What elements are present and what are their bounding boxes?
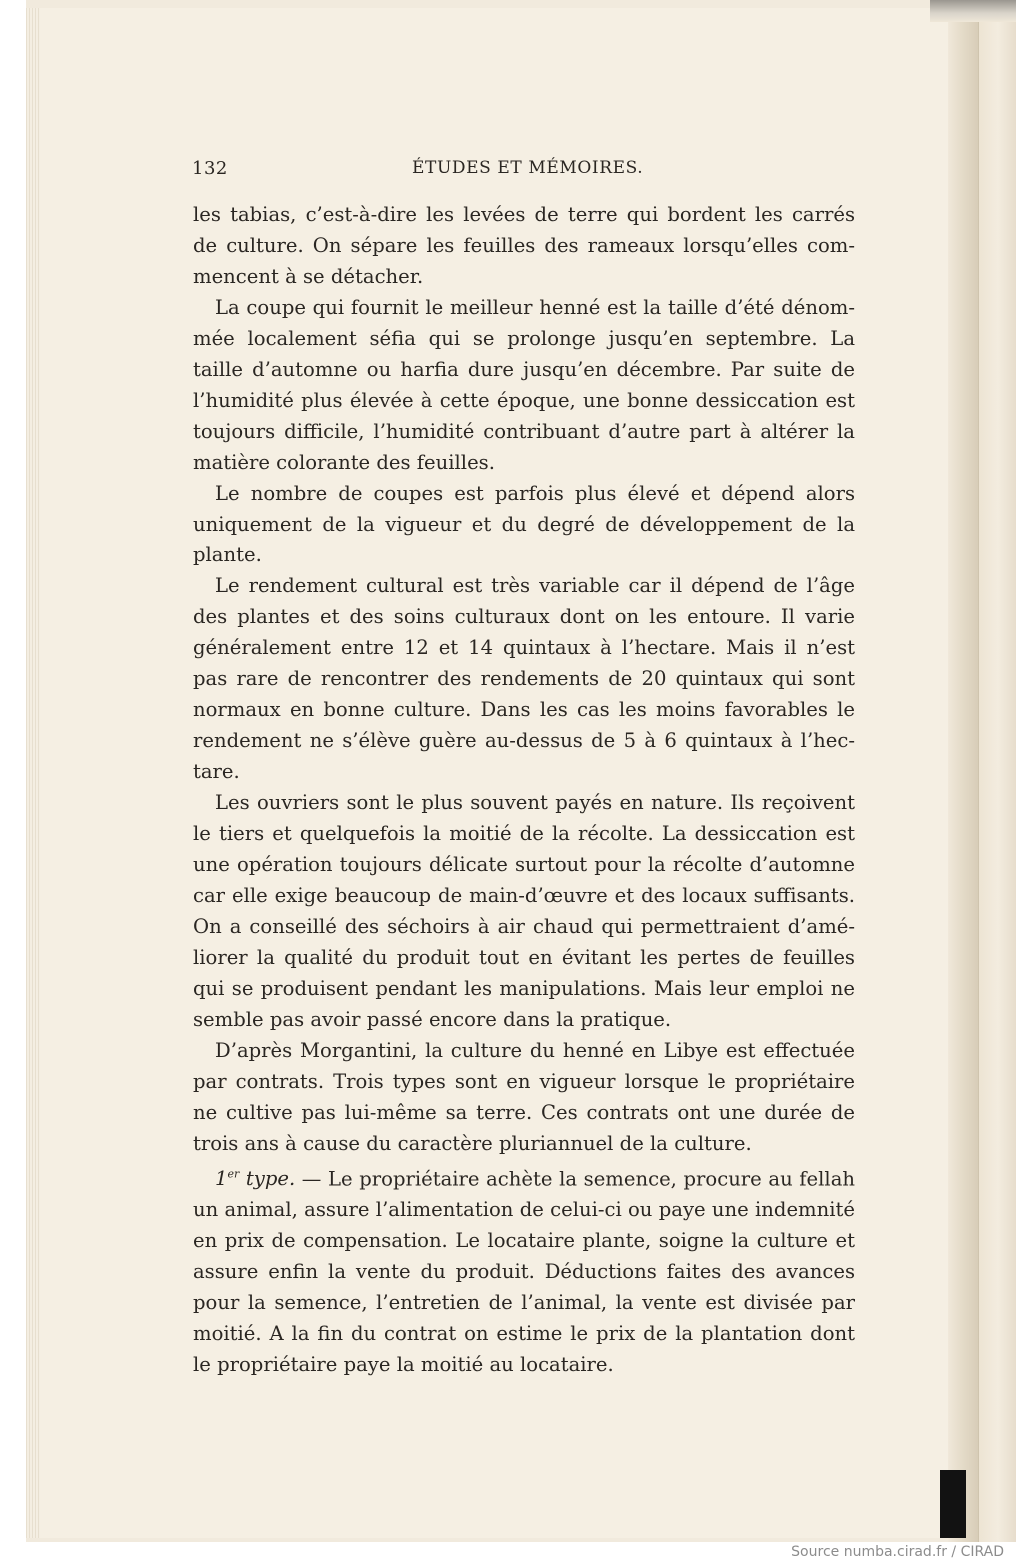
type-word: type. <box>245 1167 296 1191</box>
gutter-shadow <box>948 8 978 1542</box>
type-text: — Le propriétaire achète la semence, procure au fellah un animal, assure l’alimentation de celui-ci ou paye une indemnité en prix de compensation. Le locataire plante, soigne la culture et assure enfin la vente du produit. Déductions faites des avances pour la semence, l’entretien de l’animal, la vente est divisée par moitié. A la fin du contrat on estime le prix de la plantation dont le propriétaire paye la moitié au locataire. <box>193 1167 855 1376</box>
paragraph: D’après Morgantini, la culture du henné en Libye est effectuée par contrats. Trois types sont en vigueur lorsque le propriétaire ne cultive pas lui-même sa terre. Ces contrats ont une durée de trois ans à cause du caractère pluriannuel de la culture. <box>193 1038 855 1155</box>
source-credit: Source numba.cirad.fr / CIRAD <box>791 1544 1004 1560</box>
page-number: 132 <box>192 158 228 179</box>
body-text <box>193 200 855 1381</box>
type-paragraph <box>193 1160 855 1381</box>
running-title: ÉTUDES ET MÉMOIRES. <box>412 158 644 178</box>
type-label <box>215 1167 295 1190</box>
running-head <box>192 158 862 188</box>
paragraph: La coupe qui fournit le meilleur henné est la taille d’été dénommée localement séfia qui se prolonge jusqu’en septembre. La taille d’automne ou harfia dure jusqu’en décembre. Par suite de l’humidité plus élevée à cette époque, une bonne dessiccation est toujours difficile, l’humidité contribuant d’autre part à altérer la matière colorante des feuilles. <box>193 295 855 474</box>
clip-icon <box>930 0 1016 22</box>
page-edges <box>26 8 41 1538</box>
type-ordinal: er <box>227 1167 240 1181</box>
paragraph: les tabias, c’est-à-dire les levées de terre qui bordent les carrés de culture. On sépare les feuilles des rameaux lorsqu’elles commencent à se détacher. <box>193 203 855 288</box>
type-number: 1 <box>215 1167 228 1191</box>
paragraph: Les ouvriers sont le plus souvent payés en nature. Ils reçoivent le tiers et quelquefois la moitié de la récolte. La dessiccation est une opération toujours délicate surtout pour la récolte d’automne car elle exige beaucoup de main-d’œuvre et des locaux suffisants. On a conseillé des séchoirs à air chaud qui permettraient d’améliorer la qualité du produit tout en évitant les pertes de feuilles qui se produisent pendant les manipulations. Mais leur emploi ne semble pas avoir passé encore dans la pratique. <box>193 791 855 1031</box>
paragraph: Le nombre de coupes est parfois plus élevé et dépend alors uniquement de la vigueur et du degré de développement de la plante. <box>193 481 855 567</box>
book-spine <box>978 0 1016 1542</box>
paragraph: Le rendement cultural est très variable car il dépend de l’âge des plantes et des soins culturaux dont on les entoure. Il varie généralement entre 12 et 14 quintaux à l’hectare. Mais il n’est pas rare de rencontrer des rendements de 20 quintaux qui sont normaux en bonne culture. Dans les cas les moins favorables le rendement ne s’élève guère au-dessus de 5 à 6 quintaux à l’hectare. <box>193 574 855 784</box>
bookmark-ribbon-icon <box>940 1470 966 1538</box>
